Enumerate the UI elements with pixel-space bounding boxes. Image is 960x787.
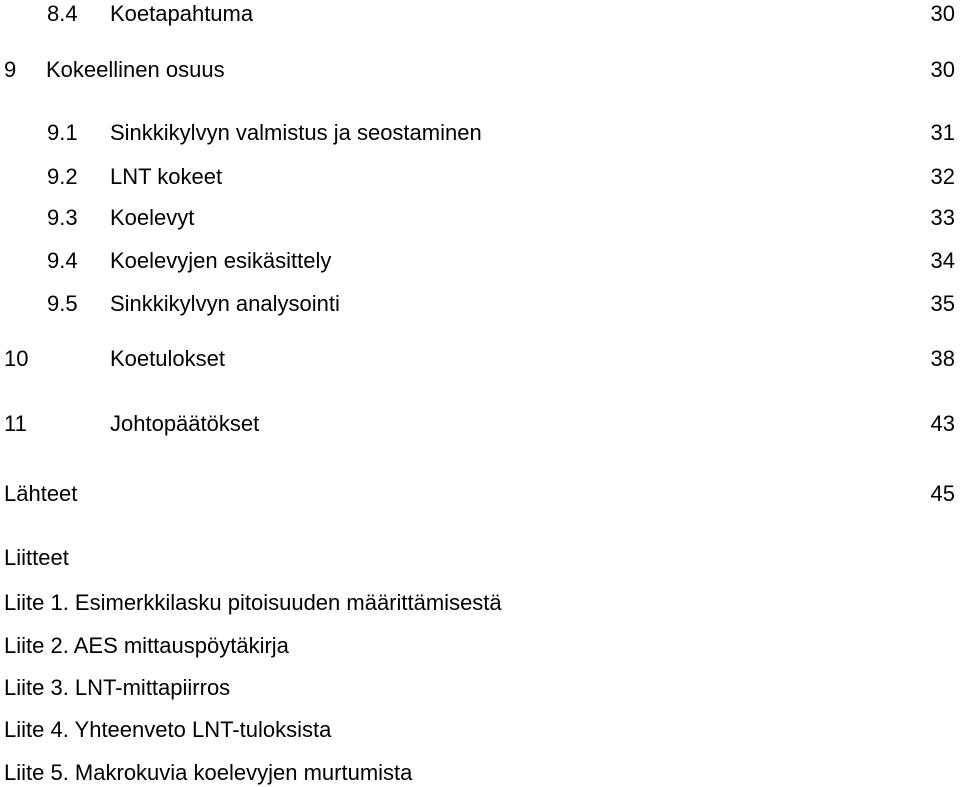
toc-entry-page: 31 [930,120,955,145]
toc-entry-title: Koetulokset [110,346,225,371]
appendix-item[interactable]: Liite 3. LNT-mittapiirros [4,675,231,700]
toc-entry-9-2[interactable] [0,163,960,191]
appendix-item[interactable]: Liite 5. Makrokuvia koelevyjen murtumista [4,760,413,785]
toc-entry-number: 9.3 [47,205,78,230]
toc-entry-title: Sinkkikylvyn analysointi [110,291,340,316]
toc-entry-9-1[interactable] [0,119,960,147]
toc-entry-page: 43 [930,411,955,436]
toc-entry-number: 9.5 [47,291,78,316]
toc-entry-number: 8.4 [47,1,78,26]
toc-entry-references[interactable] [0,480,960,508]
appendix-item[interactable]: Liite 2. AES mittauspöytäkirja [4,633,289,658]
appendices-heading: Liitteet [4,545,69,570]
toc-entry-number: 9 [4,57,17,82]
toc-entry-9-5[interactable] [0,290,960,318]
toc-entry-9[interactable] [0,56,960,84]
toc-entry-11[interactable] [0,410,960,438]
toc-entry-title: Johtopäätökset [110,411,260,436]
toc-entry-title: Koelevyt [110,205,195,230]
appendix-item[interactable]: Liite 1. Esimerkkilasku pitoisuuden määrittämisestä [4,590,502,615]
toc-entry-page: 30 [930,1,955,26]
toc-entry-page: 45 [930,481,955,506]
toc-entry-number: 9.4 [47,248,78,273]
toc-entry-title: Koelevyjen esikäsittely [110,248,332,273]
toc-entry-9-3[interactable] [0,204,960,232]
toc-entry-title: LNT kokeet [110,164,223,189]
toc-entry-number: 9.1 [47,120,78,145]
toc-entry-title: Lähteet [4,481,78,506]
appendix-item[interactable]: Liite 4. Yhteenveto LNT-tuloksista [4,717,332,742]
toc-entry-page: 32 [930,164,955,189]
toc-entry-page: 38 [930,346,955,371]
toc-entry-title: Koetapahtuma [110,1,254,26]
toc-entry-title: Sinkkikylvyn valmistus ja seostaminen [110,120,482,145]
toc-entry-10[interactable] [0,345,960,373]
toc-entry-number: 11 [4,411,27,436]
toc-entry-page: 34 [930,248,955,273]
toc-entry-number: 10 [4,346,29,371]
toc-entry-page: 30 [930,57,955,82]
toc-entry-8-4[interactable] [0,0,960,28]
toc-entry-9-4[interactable] [0,247,960,275]
toc-entry-number: 9.2 [47,164,78,189]
toc-entry-title: Kokeellinen osuus [46,57,225,82]
toc-entry-page: 35 [930,291,955,316]
toc-entry-page: 33 [930,205,955,230]
